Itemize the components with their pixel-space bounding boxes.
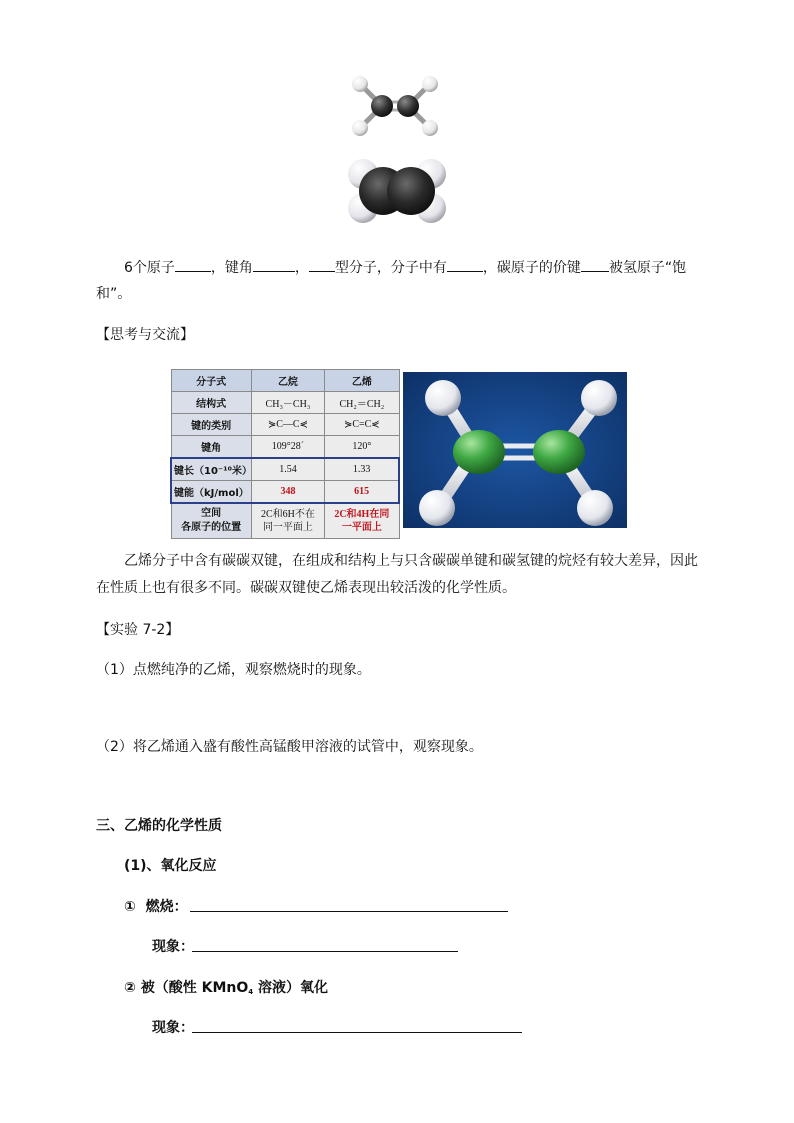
comparison-table — [170, 369, 400, 539]
text-bond-angle: ，键角 — [210, 260, 253, 276]
text-valence: ，碳原子的价键 — [482, 260, 581, 276]
ethylene-ball-stick-model-icon — [340, 72, 450, 140]
intro-line-2: 在性质上也有很多不同。碳碳双键使乙烯表现出较活泼的化学性质。 — [96, 580, 516, 596]
structure-fill-sentence — [124, 254, 686, 282]
kmno4-label-text: ② 被（酸性 KMnO — [124, 980, 249, 996]
ethane-value: 109°28´ — [251, 436, 324, 459]
combustion-label: ① 燃烧： — [124, 899, 188, 915]
section-title: 三、乙烯的化学性质 — [96, 818, 222, 834]
experiment-heading: 【实验 7-2】 — [96, 622, 180, 638]
row-label: 键角 — [171, 436, 251, 459]
ethylene-line1: 2C和4H在同 — [334, 509, 390, 520]
ethane-line2: 同一平面上 — [262, 522, 313, 533]
blank-1[interactable] — [175, 257, 211, 272]
table-row — [171, 392, 399, 414]
table-row — [171, 503, 399, 539]
header-ethane: 乙烷 — [251, 370, 324, 392]
phenomenon-label: 现象： — [152, 939, 194, 955]
intro-line-1: 乙烯分子中含有碳碳双键，在组成和结构上与只含碳碳单键和碳氢键的烷烃有较大差异，因此 — [124, 553, 698, 569]
experiment-step-2: （2）将乙烯通入盛有酸性高锰酸甲溶液的试管中，观察现象。 — [96, 739, 483, 755]
ethane-value — [251, 503, 324, 539]
text-molecule-type: 型分子，分子中有 — [334, 260, 447, 276]
row-label-line1: 空间 — [201, 508, 222, 519]
ethane-value: 1.54 — [251, 458, 324, 481]
header-formula: 分子式 — [171, 370, 251, 392]
blank-5[interactable] — [581, 257, 609, 272]
ethane-value: ⋟C—C⋞ — [251, 414, 324, 436]
table-row — [171, 481, 399, 504]
ethylene-value: CH₂＝CH₂ — [325, 392, 399, 414]
kmno4-oxidation-label — [124, 974, 328, 1006]
table-row — [171, 414, 399, 436]
blank-3[interactable] — [309, 257, 335, 272]
blank-4[interactable] — [447, 257, 483, 272]
row-label: 键的类别 — [171, 414, 251, 436]
row-label: 键长（10⁻¹⁰米） — [171, 458, 251, 481]
phenomenon-label-2: 现象： — [152, 1020, 194, 1036]
text-comma: ， — [294, 260, 309, 276]
header-ethylene: 乙烯 — [325, 370, 399, 392]
combustion-answer-line[interactable] — [190, 911, 508, 912]
ethylene-value: 1.33 — [325, 458, 399, 481]
row-label-line2: 各原子的位置 — [181, 522, 242, 533]
ethylene-value: 120° — [325, 436, 399, 459]
blank-2[interactable] — [253, 257, 295, 272]
ethane-value: CH₃－CH₃ — [251, 392, 324, 414]
ethylene-value: ⋟C=C⋞ — [325, 414, 399, 436]
ethylene-space-filling-model-icon — [345, 156, 449, 226]
phenomenon-answer-line[interactable] — [192, 951, 458, 952]
ethylene-value: 615 — [325, 481, 399, 504]
structure-sentence-line2: 和”。 — [96, 286, 132, 302]
ethylene-value — [325, 503, 399, 539]
ethylene-line2: 一平面上 — [341, 522, 382, 533]
table-row — [171, 436, 399, 459]
text-saturated: 被氢原子“饱 — [608, 260, 687, 276]
row-label: 键能（kJ/mol） — [171, 481, 251, 504]
think-heading: 【思考与交流】 — [96, 327, 194, 343]
row-label: 结构式 — [171, 392, 251, 414]
ethane-value: 348 — [251, 481, 324, 504]
kmno4-label-tail: 溶液）氧化 — [253, 980, 328, 996]
experiment-step-1: （1）点燃纯净的乙烯，观察燃烧时的现象。 — [96, 662, 371, 678]
kmno4-subscript: 4 — [248, 988, 254, 996]
table-row — [171, 458, 399, 481]
phenomenon-answer-line-2[interactable] — [192, 1032, 522, 1033]
ethylene-3d-model-icon — [403, 372, 627, 528]
table-header-row — [171, 370, 399, 392]
text-atoms: 6个原子 — [124, 260, 175, 276]
row-label — [171, 503, 251, 539]
subsection-title: (1)、氧化反应 — [124, 858, 217, 874]
ethane-line1: 2C和6H不在 — [260, 509, 315, 520]
